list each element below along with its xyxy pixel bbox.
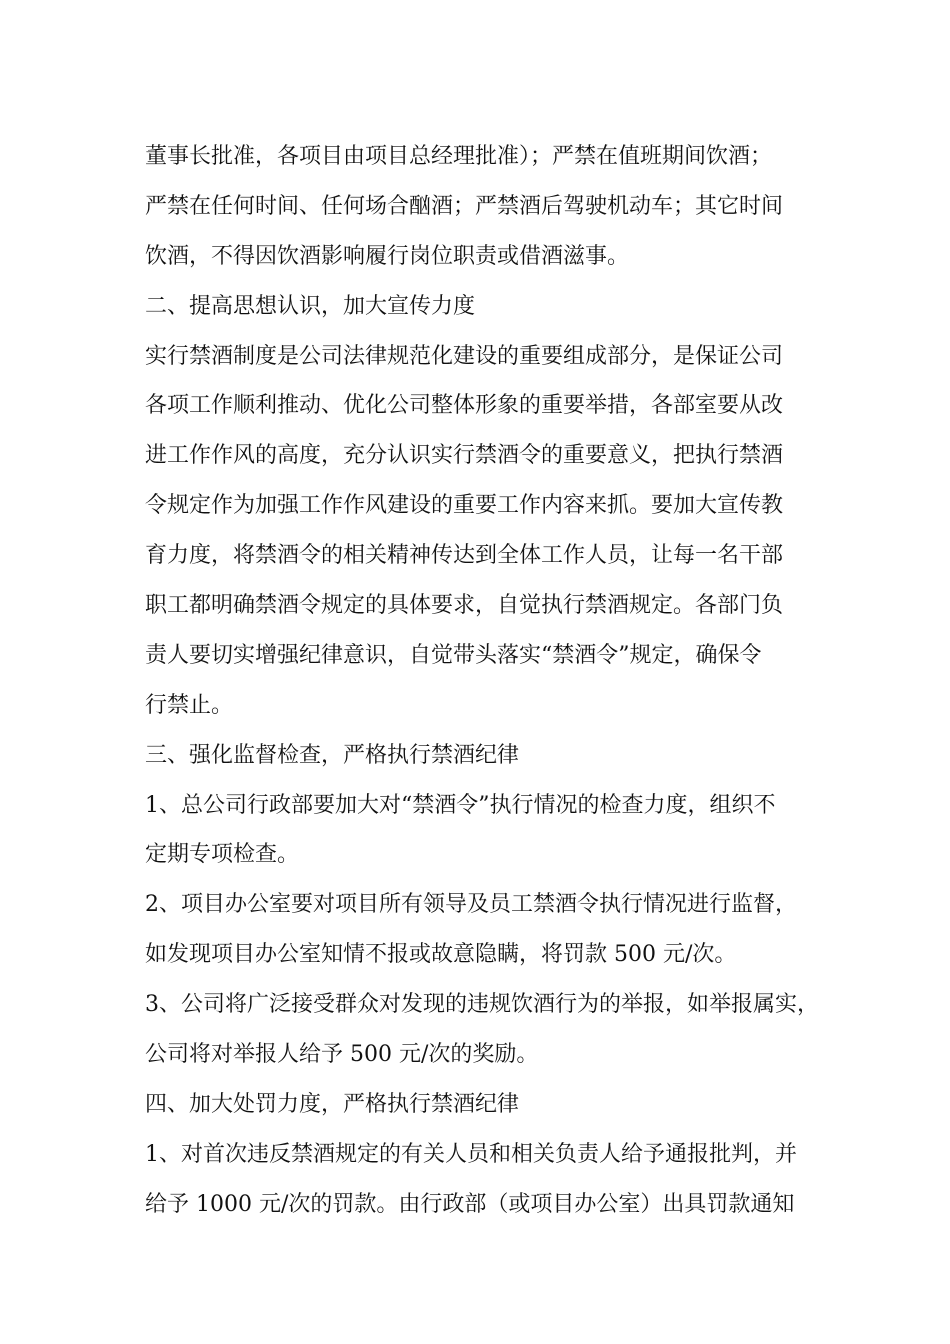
text-line: 给予 1000 元/次的罚款。由行政部（或项目办公室）出具罚款通知 [145,1191,795,1217]
text-line: 严禁在任何时间、任何场合酗酒；严禁酒后驾驶机动车；其它时间 [145,193,784,219]
text-line: 育力度，将禁酒令的相关精神传达到全体工作人员，让每一名干部 [145,543,784,569]
text-line: 定期专项检查。 [145,842,300,868]
text-line: 1、总公司行政部要加大对“禁酒令”执行情况的检查力度，组织不 [145,792,776,818]
section-heading-2: 二、提高思想认识，加大宣传力度 [145,293,476,319]
text-line: 1、对首次违反禁酒规定的有关人员和相关负责人给予通报批判，并 [145,1141,797,1167]
text-line: 2、项目办公室要对项目所有领导及员工禁酒令执行情况进行监督， [145,892,797,918]
text-line: 责人要切实增强纪律意识，自觉带头落实“禁酒令”规定，确保令 [145,642,762,668]
text-line: 实行禁酒制度是公司法律规范化建设的重要组成部分，是保证公司 [145,343,784,369]
section-heading-4: 四、加大处罚力度，严格执行禁酒纪律 [145,1091,520,1117]
text-line: 职工都明确禁酒令规定的具体要求，自觉执行禁酒规定。各部门负 [145,593,784,619]
section-heading-3: 三、强化监督检查，严格执行禁酒纪律 [145,742,520,768]
text-line: 饮酒，不得因饮酒影响履行岗位职责或借酒滋事。 [145,243,630,269]
text-line: 各项工作顺利推动、优化公司整体形象的重要举措，各部室要从改 [145,393,784,419]
text-line: 如发现项目办公室知情不报或故意隐瞒，将罚款 500 元/次。 [145,942,737,968]
text-line: 董事长批准，各项目由项目总经理批准）；严禁在值班期间饮酒； [145,144,773,169]
text-line: 公司将对举报人给予 500 元/次的奖励。 [145,1042,539,1068]
text-line: 令规定作为加强工作作风建设的重要工作内容来抓。要加大宣传教 [145,493,784,519]
text-line: 行禁止。 [145,692,234,718]
text-line: 进工作作风的高度，充分认识实行禁酒令的重要意义，把执行禁酒 [145,443,784,469]
text-line: 3、公司将广泛接受群众对发现的违规饮酒行为的举报，如举报属实， [145,992,819,1018]
document-body [145,132,845,1230]
